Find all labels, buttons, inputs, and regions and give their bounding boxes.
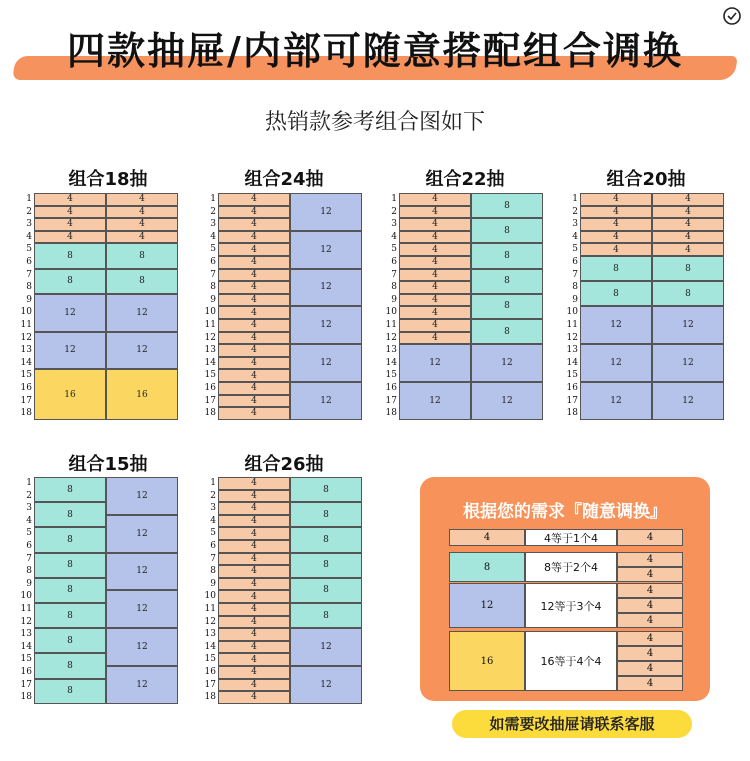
row-number: 12 [204,332,216,343]
row-number: 7 [572,269,578,280]
drawer-4: 4 [218,269,290,282]
legend-parts [617,552,683,582]
drawer-12: 12 [106,628,178,666]
row-number: 12 [204,616,216,627]
row-number: 8 [26,282,32,293]
legend-part: 4 [617,613,683,628]
drawer-16: 16 [106,369,178,419]
drawer-4: 4 [399,231,471,244]
row-number: 5 [572,244,578,255]
drawer-4: 4 [218,395,290,408]
drawer-12: 12 [106,477,178,515]
row-number: 7 [210,553,216,564]
drawer-4: 4 [580,231,652,244]
drawer-4: 4 [106,193,178,206]
row-number: 17 [204,395,216,406]
drawer-4: 4 [218,616,290,629]
drawer-12: 12 [290,193,362,231]
drawer-12: 12 [580,306,652,344]
drawer-4: 4 [399,281,471,294]
row-number: 18 [20,408,32,419]
drawer-4: 4 [218,369,290,382]
drawer-8: 8 [290,477,362,502]
drawer-4: 4 [580,206,652,219]
drawer-12: 12 [471,382,543,420]
row-number: 4 [572,231,578,242]
row-number: 8 [26,566,32,577]
drawer-4: 4 [34,218,106,231]
row-number: 8 [210,566,216,577]
row-number: 13 [20,629,32,640]
drawer-4: 4 [106,231,178,244]
row-number: 11 [385,319,397,330]
drawer-4: 4 [218,628,290,641]
drawer-column-right [290,193,362,420]
row-number: 18 [566,408,578,419]
row-number: 14 [20,357,32,368]
drawer-4: 4 [34,206,106,219]
row-number: 10 [20,307,32,318]
drawer-4: 4 [218,306,290,319]
legend-row [449,631,683,691]
row-number: 14 [204,357,216,368]
legend-part: 4 [617,583,683,598]
row-number: 14 [385,357,397,368]
drawer-4: 4 [399,243,471,256]
row-number: 17 [385,395,397,406]
row-number: 11 [204,319,216,330]
drawer-12: 12 [34,294,106,332]
row-number: 17 [20,395,32,406]
drawer-4: 4 [218,502,290,515]
drawer-4: 4 [218,477,290,490]
drawer-8: 8 [34,603,106,628]
drawer-4: 4 [218,641,290,654]
row-numbers [204,477,216,704]
drawer-8: 8 [106,243,178,268]
drawer-column-right [652,193,724,420]
row-number: 3 [26,219,32,230]
legend-part: 4 [617,529,683,546]
row-number: 4 [210,515,216,526]
drawer-12: 12 [106,590,178,628]
drawer-4: 4 [218,319,290,332]
drawer-8: 8 [652,256,724,281]
drawer-column-left [399,193,471,420]
row-number: 3 [391,219,397,230]
drawer-4: 4 [218,407,290,420]
drawer-8: 8 [34,679,106,704]
drawer-4: 4 [218,256,290,269]
row-number: 5 [26,244,32,255]
row-number: 8 [572,282,578,293]
drawer-8: 8 [106,269,178,294]
combo-title: 组合22抽 [425,169,505,190]
drawer-column-left [34,477,106,704]
drawer-8: 8 [652,281,724,306]
row-number: 8 [391,282,397,293]
row-number: 9 [391,294,397,305]
drawer-column-right [471,193,543,420]
drawer-4: 4 [218,578,290,591]
drawer-4: 4 [106,218,178,231]
row-number: 1 [391,194,397,204]
row-number: 13 [204,345,216,356]
row-number: 10 [204,591,216,602]
drawer-4: 4 [218,193,290,206]
row-number: 16 [566,382,578,393]
row-number: 7 [26,269,32,280]
drawer-8: 8 [290,578,362,603]
drawer-8: 8 [34,628,106,653]
row-number: 18 [20,692,32,703]
row-number: 18 [204,408,216,419]
legend-part: 4 [617,646,683,661]
row-number: 14 [566,357,578,368]
row-number: 15 [566,370,578,381]
drawer-4: 4 [580,218,652,231]
drawer-column-right [106,193,178,420]
drawer-12: 12 [471,344,543,382]
row-number: 15 [204,654,216,665]
drawer-4: 4 [106,206,178,219]
combo-title: 组合24抽 [244,169,324,190]
page-subtitle: 热销款参考组合图如下 [264,110,485,135]
drawer-12: 12 [580,382,652,420]
drawer-12: 12 [399,382,471,420]
drawer-16: 16 [34,369,106,419]
drawer-4: 4 [218,231,290,244]
row-number: 7 [210,269,216,280]
drawer-8: 8 [471,319,543,344]
drawer-column-right [106,477,178,704]
row-number: 15 [385,370,397,381]
drawer-12: 12 [399,344,471,382]
drawer-4: 4 [218,218,290,231]
page-title: 四款抽屉/内部可随意搭配组合调换 [67,29,683,73]
row-number: 16 [385,382,397,393]
row-number: 17 [20,679,32,690]
drawer-8: 8 [290,603,362,628]
legend-parts [617,583,683,628]
row-number: 12 [566,332,578,343]
drawer-8: 8 [34,477,106,502]
row-number: 3 [572,219,578,230]
row-number: 9 [210,578,216,589]
row-number: 11 [204,603,216,614]
drawer-8: 8 [580,281,652,306]
drawer-4: 4 [399,306,471,319]
row-number: 15 [20,654,32,665]
row-number: 6 [26,540,32,551]
drawer-8: 8 [290,527,362,552]
drawer-column-left [34,193,106,420]
legend-part: 4 [617,552,683,567]
row-number: 1 [210,478,216,488]
drawer-column-left [218,193,290,420]
row-number: 5 [210,244,216,255]
legend-equation: 16等于4个4 [525,631,617,691]
drawer-8: 8 [34,527,106,552]
drawer-4: 4 [399,269,471,282]
row-number: 13 [385,345,397,356]
row-number: 11 [20,603,32,614]
row-number: 2 [210,206,216,217]
drawer-4: 4 [218,243,290,256]
row-number: 9 [210,294,216,305]
drawer-8: 8 [34,578,106,603]
legend-part: 4 [617,631,683,646]
drawer-4: 4 [218,540,290,553]
row-number: 10 [204,307,216,318]
drawer-12: 12 [290,382,362,420]
legend-size: 8 [449,552,525,582]
drawer-4: 4 [652,218,724,231]
row-number: 2 [26,206,32,217]
row-number: 12 [385,332,397,343]
row-number: 10 [20,591,32,602]
legend-equation: 4等于1个4 [525,529,617,546]
row-number: 7 [26,553,32,564]
row-number: 1 [26,194,32,204]
row-number: 18 [385,408,397,419]
row-number: 3 [26,503,32,514]
row-number: 4 [391,231,397,242]
contact-service-button[interactable]: 如需要改抽屉请联系客服 [452,710,692,738]
legend-parts [617,529,683,546]
drawer-12: 12 [652,382,724,420]
drawer-4: 4 [218,382,290,395]
row-number: 6 [391,256,397,267]
drawer-4: 4 [218,666,290,679]
drawer-4: 4 [580,243,652,256]
drawer-4: 4 [218,527,290,540]
drawer-4: 4 [34,231,106,244]
drawer-12: 12 [290,344,362,382]
row-number: 9 [26,294,32,305]
drawer-4: 4 [399,319,471,332]
drawer-4: 4 [218,490,290,503]
legend-title: 根据您的需求『随意调换』 [463,502,667,522]
drawer-4: 4 [218,344,290,357]
drawer-8: 8 [471,243,543,268]
legend-size: 16 [449,631,525,691]
row-number: 16 [20,666,32,677]
drawer-12: 12 [34,332,106,370]
combo-title: 组合18抽 [68,169,148,190]
drawer-12: 12 [290,628,362,666]
drawer-4: 4 [218,515,290,528]
row-numbers [204,193,216,420]
drawer-4: 4 [218,679,290,692]
row-number: 11 [20,319,32,330]
row-number: 2 [26,490,32,501]
drawer-12: 12 [290,231,362,269]
legend-part: 4 [617,567,683,582]
legend-row [449,583,683,628]
legend-row [449,529,683,546]
drawer-4: 4 [218,553,290,566]
legend-parts [617,631,683,691]
drawer-4: 4 [34,193,106,206]
row-number: 9 [26,578,32,589]
drawer-8: 8 [34,653,106,678]
drawer-4: 4 [652,231,724,244]
legend-part: 4 [617,598,683,613]
row-numbers [566,193,578,420]
row-number: 13 [20,345,32,356]
drawer-8: 8 [34,269,106,294]
drawer-4: 4 [218,332,290,345]
drawer-4: 4 [580,193,652,206]
row-number: 17 [566,395,578,406]
drawer-column-left [218,477,290,704]
row-number: 8 [210,282,216,293]
drawer-4: 4 [218,357,290,370]
drawer-12: 12 [290,306,362,344]
legend-equation: 8等于2个4 [525,552,617,582]
drawer-4: 4 [218,653,290,666]
row-numbers [20,193,32,420]
drawer-4: 4 [399,206,471,219]
row-number: 4 [26,515,32,526]
row-number: 5 [210,528,216,539]
combo-title: 组合20抽 [606,169,686,190]
legend-size: 4 [449,529,525,546]
row-number: 6 [210,256,216,267]
drawer-8: 8 [34,502,106,527]
row-number: 1 [210,194,216,204]
row-number: 16 [204,666,216,677]
row-number: 13 [204,629,216,640]
drawer-8: 8 [290,502,362,527]
row-number: 10 [566,307,578,318]
legend-size: 12 [449,583,525,628]
row-number: 16 [204,382,216,393]
drawer-4: 4 [652,206,724,219]
row-number: 16 [20,382,32,393]
row-number: 18 [204,692,216,703]
drawer-8: 8 [471,218,543,243]
drawer-12: 12 [106,294,178,332]
row-number: 3 [210,503,216,514]
row-number: 6 [210,540,216,551]
row-number: 15 [20,370,32,381]
drawer-column-left [580,193,652,420]
drawer-4: 4 [652,193,724,206]
drawer-12: 12 [652,306,724,344]
row-number: 7 [391,269,397,280]
drawer-8: 8 [471,269,543,294]
row-number: 2 [572,206,578,217]
row-number: 5 [391,244,397,255]
drawer-8: 8 [290,553,362,578]
row-number: 6 [26,256,32,267]
drawer-column-right [290,477,362,704]
row-number: 14 [204,641,216,652]
drawer-4: 4 [218,565,290,578]
drawer-4: 4 [399,256,471,269]
drawer-4: 4 [218,206,290,219]
row-number: 2 [210,490,216,501]
drawer-4: 4 [652,243,724,256]
drawer-12: 12 [580,344,652,382]
drawer-4: 4 [218,603,290,616]
row-number: 4 [26,231,32,242]
row-number: 4 [210,231,216,242]
row-number: 9 [572,294,578,305]
row-number: 17 [204,679,216,690]
drawer-4: 4 [218,691,290,704]
drawer-8: 8 [580,256,652,281]
legend-part: 4 [617,676,683,691]
drawer-8: 8 [34,553,106,578]
drawer-4: 4 [218,281,290,294]
row-number: 15 [204,370,216,381]
drawer-12: 12 [106,553,178,591]
drawer-4: 4 [399,193,471,206]
row-number: 6 [572,256,578,267]
row-number: 12 [20,332,32,343]
legend-equation: 12等于3个4 [525,583,617,628]
drawer-8: 8 [471,193,543,218]
drawer-4: 4 [399,294,471,307]
drawer-4: 4 [218,590,290,603]
legend-part: 4 [617,661,683,676]
row-number: 12 [20,616,32,627]
row-number: 1 [26,478,32,488]
drawer-4: 4 [399,332,471,345]
row-number: 10 [385,307,397,318]
combo-title: 组合26抽 [244,454,324,475]
drawer-12: 12 [106,332,178,370]
row-number: 1 [572,194,578,204]
drawer-4: 4 [218,294,290,307]
drawer-4: 4 [399,218,471,231]
drawer-12: 12 [106,515,178,553]
row-number: 13 [566,345,578,356]
row-number: 5 [26,528,32,539]
row-number: 11 [566,319,578,330]
combo-title: 组合15抽 [68,454,148,475]
drawer-12: 12 [106,666,178,704]
drawer-12: 12 [652,344,724,382]
row-numbers [385,193,397,420]
drawer-8: 8 [34,243,106,268]
drawer-12: 12 [290,666,362,704]
row-numbers [20,477,32,704]
drawer-12: 12 [290,269,362,307]
row-number: 2 [391,206,397,217]
drawer-8: 8 [471,294,543,319]
row-number: 14 [20,641,32,652]
row-number: 3 [210,219,216,230]
legend-row [449,552,683,582]
